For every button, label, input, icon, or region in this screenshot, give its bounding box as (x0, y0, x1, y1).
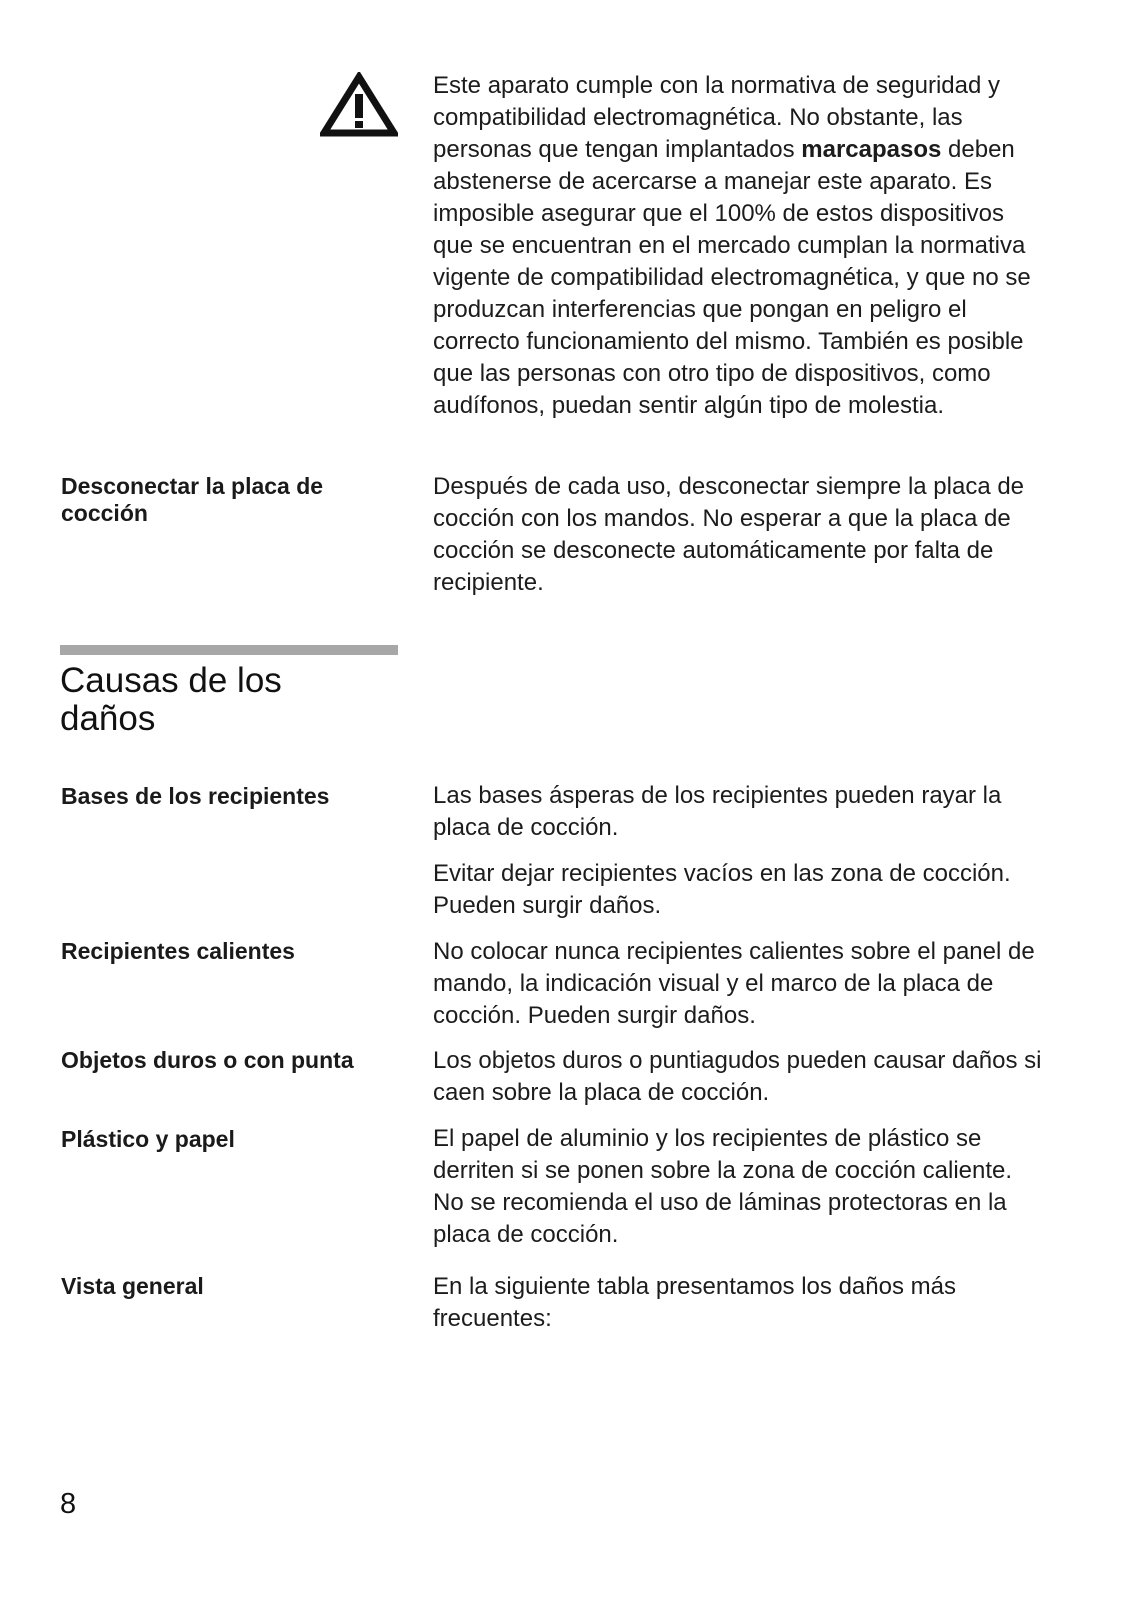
warning-text-part-1: Este aparato cumple con la normativa de seguridad y compatibilidad electromagnética. No obstante, las personas que tengan implantados (433, 72, 1000, 163)
entry-text-hard: Los objetos duros o puntiagudos pueden causar daños si caen sobre la placa de cocción. (433, 1047, 1042, 1106)
warning-text-part-2: deben abstenerse de acercarse a manejar este aparato. Es imposible asegurar que el 100% de estos dispositivos que se encuentran en el mercado cumplan la normativa vigente de compatibilidad electromagnética, y que no se produzcan interferencias que pongan en peligro el correcto funcionamiento del mismo. También es posible que las personas con otro tipo de dispositivos, como audífonos, puedan sentir algún tipo de molestia. (433, 136, 1031, 419)
switch-off-label: Desconectar la placa de cocción (61, 473, 324, 526)
warning-triangle-icon (320, 72, 398, 138)
entry-label-hot: Recipientes calientes (61, 938, 295, 964)
page-number: 8 (60, 1488, 77, 1520)
entry-text-bases-2: Evitar dejar recipientes vacíos en las zona de cocción. Pueden surgir daños. (433, 860, 1011, 919)
entry-label-plastic: Plástico y papel (61, 1126, 235, 1152)
entry-text-overview: En la siguiente tabla presentamos los daños más frecuentes: (433, 1273, 956, 1332)
switch-off-text: Después de cada uso, desconectar siempre la placa de cocción con los mandos. No esperar a que la placa de cocción se desconecte automáticamente por falta de recipiente. (433, 473, 1025, 596)
entry-label-overview: Vista general (61, 1273, 204, 1299)
section-title: Causas de los daños (60, 661, 282, 738)
pacemaker-warning-text (433, 70, 1048, 422)
warning-bold-word: marcapasos (801, 136, 942, 163)
entry-text-bases-1: Las bases ásperas de los recipientes pueden rayar la placa de cocción. (433, 782, 1002, 841)
entry-text-hot: No colocar nunca recipientes calientes sobre el panel de mando, la indicación visual y el marco de la placa de cocción. Pueden surgir daños. (433, 938, 1035, 1029)
warning-icon-container (320, 72, 398, 138)
section-divider-bar (60, 645, 398, 655)
entry-label-bases: Bases de los recipientes (61, 783, 330, 809)
entry-text-plastic: El papel de aluminio y los recipientes de plástico se derriten si se ponen sobre la zona de cocción caliente. No se recomienda el uso de láminas protectoras en la placa de cocción. (433, 1125, 1013, 1248)
entry-label-hard: Objetos duros o con punta (61, 1047, 354, 1073)
